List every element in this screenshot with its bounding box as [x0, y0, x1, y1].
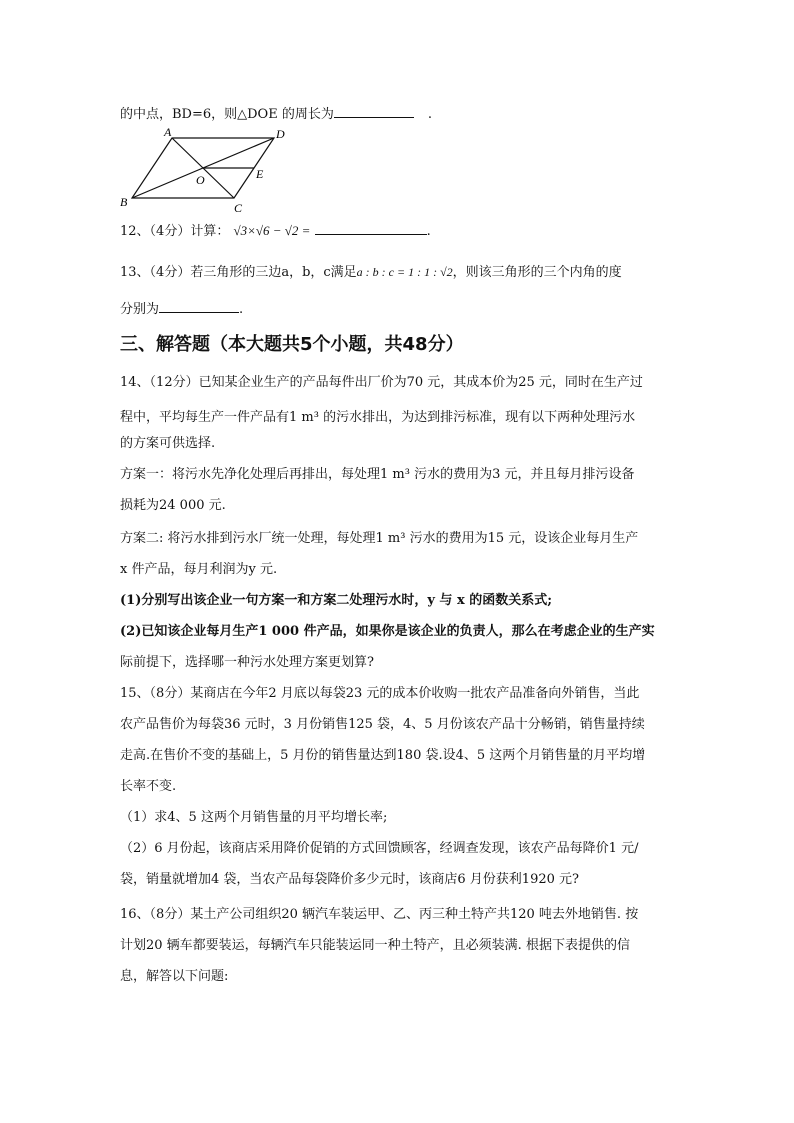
question-11-tail: 的中点，BD=6，则△DOE 的周长为 .	[120, 107, 432, 122]
question-15-line: 袋，销量就增加4 袋，当农产品每袋降价多少元时，该商店6 月份获利1920 元?	[120, 872, 579, 887]
label-c: C	[234, 201, 243, 215]
question-11-text: 的中点，BD=6，则△DOE 的周长为	[120, 107, 334, 122]
question-14-line: 方案二: 将污水排到污水厂统一处理，每处理1 m³ 污水的费用为15 元，设该企业每月生产	[120, 531, 639, 546]
question-14-line: 14、（12分）已知某企业生产的产品每件出厂价为70 元，其成本价为25 元，同时在生产过	[120, 375, 643, 390]
question-16-line: 息，解答以下问题:	[120, 969, 229, 984]
question-14-line: 际前提下，选择哪一种污水处理方案更划算?	[120, 655, 374, 670]
question-15-part-2: （2）6 月份起，该商店采用降价促销的方式回馈顾客，经调查发现，该农产品每降价1 元/	[120, 841, 639, 856]
question-14-line: x 件产品，每月利润为y 元.	[120, 562, 278, 577]
question-15-line: 15、（8分）某商店在今年2 月底以每袋23 元的成本价收购一批农产品准备向外销售，当此	[120, 686, 640, 701]
question-15-line: 走高.在售价不变的基础上，5 月份的销售量达到180 袋.设4、5 这两个月销售量的月平均增	[120, 748, 646, 763]
answer-blank	[159, 300, 239, 313]
question-14-line: 方案一：将污水先净化处理后再排出，每处理1 m³ 污水的费用为3 元，并且每月排污设备	[120, 467, 635, 482]
label-d: D	[276, 127, 285, 141]
question-13-line2: 分别为 .	[120, 302, 244, 317]
question-14-line: 程中，平均每生产一件产品有1 m³ 的污水排出，为达到排污标准，现有以下两种处理污水	[120, 410, 636, 425]
question-14-part-1: (1)分别写出该企业一句方案一和方案二处理污水时，y 与 x 的函数关系式;	[120, 593, 553, 608]
question-12: 12、（4分）计算： √3×√6 − √2 = .	[120, 223, 431, 239]
label-b: B	[120, 195, 128, 209]
label-a: A	[164, 125, 172, 139]
question-15-part-1: （1）求4、5 这两个月销售量的月平均增长率;	[120, 810, 388, 825]
q13-ratio: a : b : c = 1 : 1 : √2	[356, 265, 453, 279]
question-14-line: 损耗为24 000 元.	[120, 498, 226, 513]
label-e: E	[256, 167, 264, 181]
question-14-part-2: (2)已知该企业每月生产1 000 件产品，如果你是该企业的负责人，那么在考虑企业的生产实	[120, 624, 655, 639]
question-14-line: 的方案可供选择.	[120, 436, 216, 451]
question-15-line: 长率不变.	[120, 779, 177, 794]
question-13: 13、（4分）若三角形的三边a，b，c满足a : b : c = 1 : 1 : √2，则该三角形的三个内角的度	[120, 265, 622, 280]
label-o: O	[196, 173, 205, 187]
q12-expression: √3×√6 − √2 =	[233, 223, 311, 238]
answer-blank	[334, 105, 414, 118]
question-15-line: 农产品售价为每袋36 元时，3 月份销售125 袋，4、5 月份该农产品十分畅销，销售量持续	[120, 717, 645, 732]
question-16-line: 计划20 辆车都要装运，每辆汽车只能装运同一种土特产，且必须装满. 根据下表提供的信	[120, 938, 630, 953]
section-3-title: 三、解答题（本大题共5个小题，共48分）	[120, 334, 464, 355]
parallelogram-figure	[112, 124, 312, 216]
answer-blank	[315, 222, 427, 235]
question-16-line: 16、（8分）某土产公司组织20 辆汽车装运甲、乙、丙三种土特产共120 吨去外地销售. 按	[120, 907, 639, 922]
